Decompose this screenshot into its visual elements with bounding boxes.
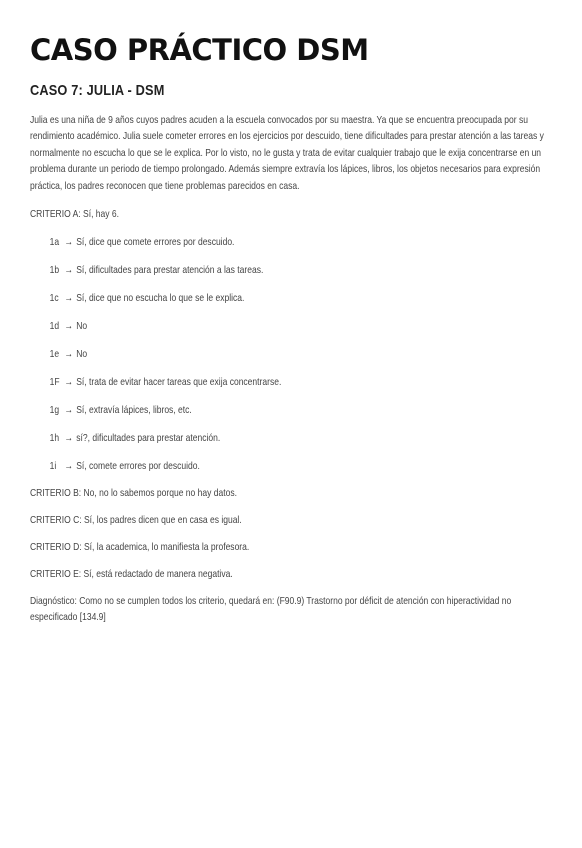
arrow-icon: → [64,405,73,417]
arrow-icon: → [64,461,73,473]
symptom-item: 1a → Sí, dice que comete errores por descuido. [49,237,235,249]
symptom-item: 1F → Sí, trata de evitar hacer tareas que exija concentrarse. [49,377,282,389]
symptom-item: 1g → Sí, extravía lápices, libros, etc. [49,405,192,417]
criterio-b: CRITERIO B: No, no lo sabemos porque no hay datos. [30,488,237,500]
arrow-icon: → [64,349,73,361]
arrow-icon: → [64,265,73,277]
symptom-item: 1d → No [49,321,88,333]
case-subtitle: CASO 7: JULIA - DSM [30,82,165,99]
symptom-item: 1c → Sí, dice que no escucha lo que se le explica. [49,293,245,305]
arrow-icon: → [64,377,73,389]
criterio-a: CRITERIO A: Sí, hay 6. [30,209,120,221]
symptom-item: 1h → sí?, dificultades para prestar atención. [49,433,221,445]
symptom-list [30,236,552,474]
arrow-icon: → [64,293,73,305]
diagnosis: Diagnóstico: Como no se cumplen todos los criterio, quedará en: (F90.9) Trastorno por déficit de atención con hiperactividad no especificado [134.9] [30,596,512,624]
criterio-c: CRITERIO C: Sí, los padres dicen que en casa es igual. [30,515,242,527]
criterio-d: CRITERIO D: Sí, la academica, lo manifiesta la profesora. [30,542,250,554]
arrow-icon: → [64,321,73,333]
case-description: Julia es una niña de 9 años cuyos padres acuden a la escuela convocados por su maestra. Ya que se encuentra preocupada por su rendimiento académico. Julia suele cometer errores en los ejercicios por descuido, tiene dificultades para prestar atención a las tareas y normalmente no escucha lo que se le explica. Por lo visto, no le gusta y trata de evitar cualquier trabajo que le exija concentrarse en un problema durante un periodo de tiempo prolongado. Además siempre extravía los lápices, libros, los objetos necesarios para expresión práctica, los padres reconocen que tiene problemas parecidos en casa. [30,115,544,192]
symptom-item: 1e → No [49,349,88,361]
arrow-icon: → [64,433,73,445]
criterio-e: CRITERIO E: Sí, está redactado de manera negativa. [30,569,233,581]
arrow-icon: → [64,237,73,249]
symptom-item: 1b → Sí, dificultades para prestar atención a las tareas. [49,265,264,277]
document-title: CASO PRÁCTICO DSM [30,33,369,67]
symptom-item: 1i → Sí, comete errores por descuido. [49,461,200,473]
